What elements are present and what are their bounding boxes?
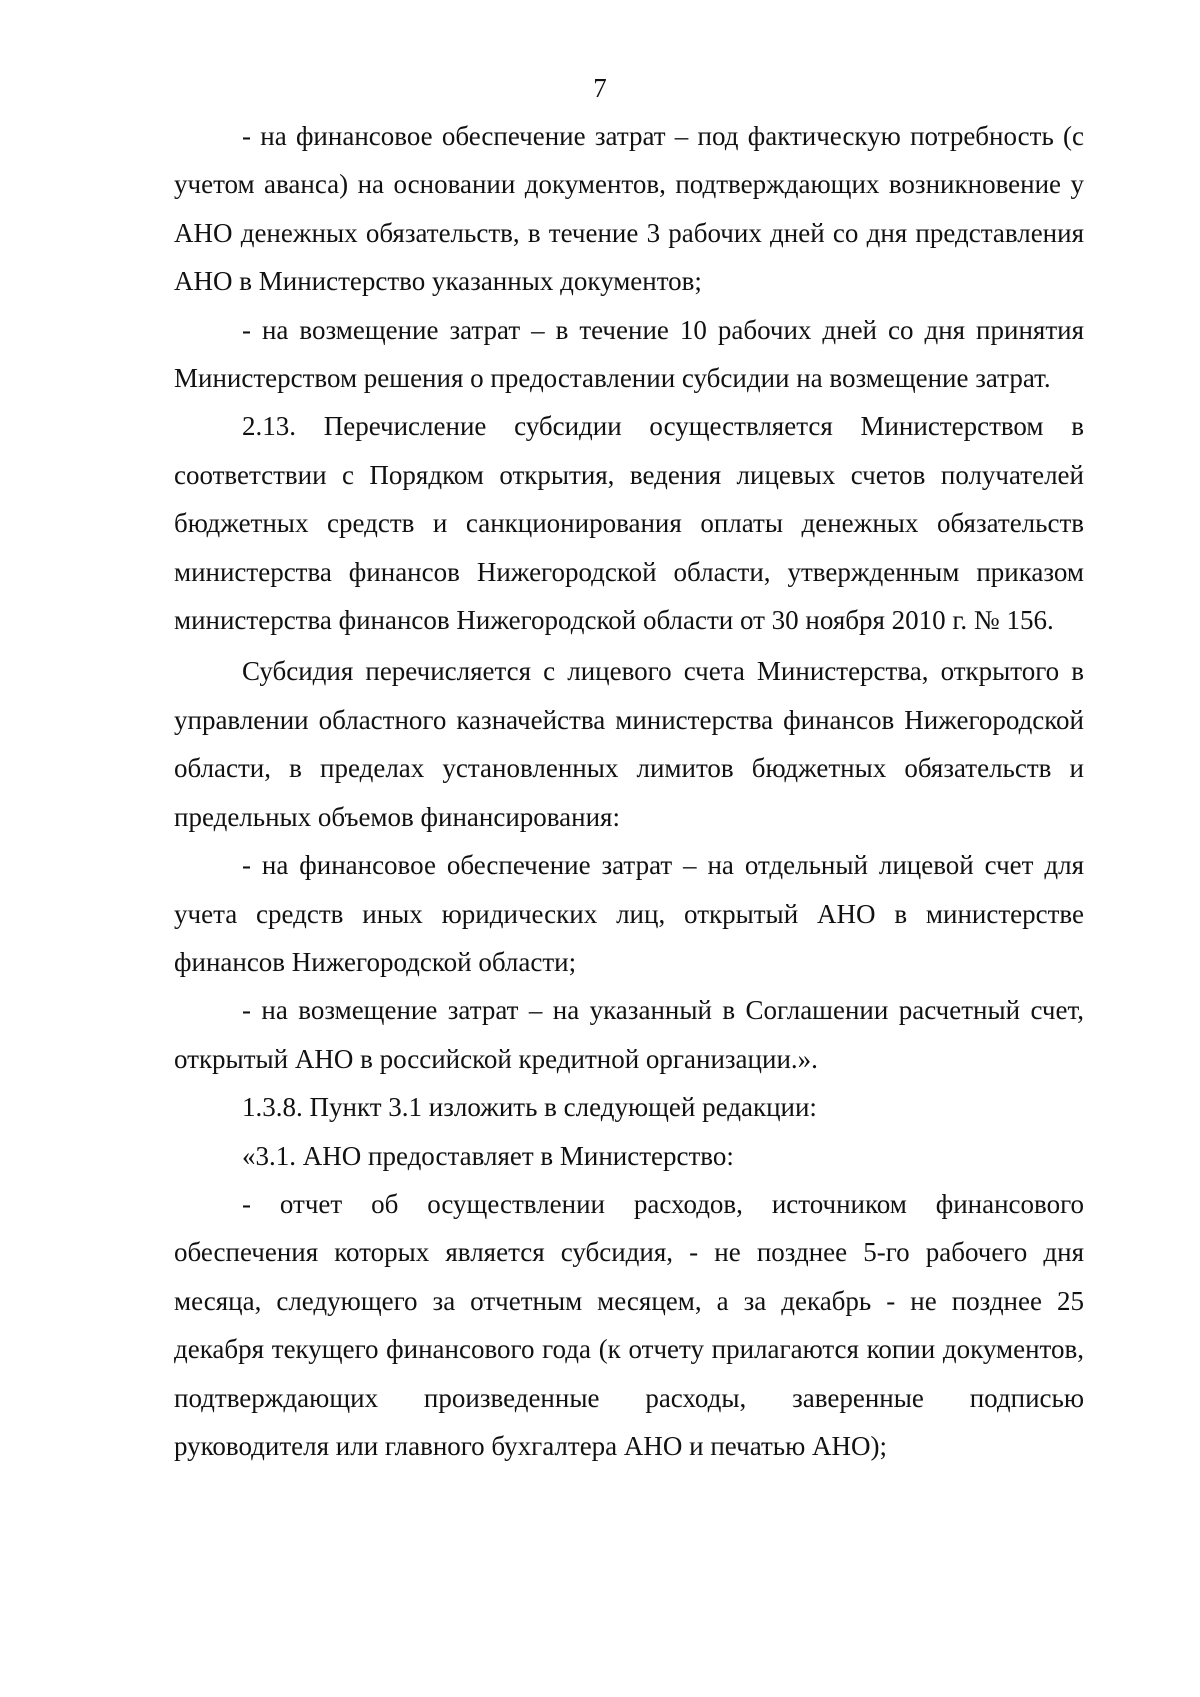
paragraph-2-13: 2.13. Перечисление субсидии осуществляется Министерством в соответствии с Порядком открытия, ведения лицевых счетов получателей бюджетных средств и санкционирования оплаты денежных обязательств министерства финансов Нижегородской области, утвержденным приказом министерства финансов Нижегородской области от 30 ноября 2010 г. № 156. bbox=[174, 411, 1084, 636]
paragraph-1-3-8: 1.3.8. Пункт 3.1 изложить в следующей редакции: bbox=[242, 1092, 817, 1123]
paragraph-3-1: «3.1. АНО предоставляет в Министерство: bbox=[242, 1140, 734, 1171]
paragraph-expense-report: - отчет об осуществлении расходов, источником финансового обеспечения которых является субсидия, - не позднее 5-го рабочего дня месяца, следующего за отчетным месяцем, а за декабрь - не позднее 25 декабря текущего финансового года (к отчету прилагаются копии документов, подтверждающих произведенные расходы, заверенные подписью руководителя или главного бухгалтера АНО и печатью АНО); bbox=[174, 1188, 1084, 1461]
document-body bbox=[174, 112, 1084, 1470]
paragraph-advance-payment: - на финансовое обеспечение затрат – под фактическую потребность (с учетом аванса) на основании документов, подтверждающих возникновение у АНО денежных обязательств, в течение 3 рабочих дней со дня представления АНО в Министерство указанных документов; bbox=[174, 121, 1084, 297]
paragraph-separate-account: - на финансовое обеспечение затрат – на отдельный лицевой счет для учета средств иных юридических лиц, открытый АНО в министерстве финансов Нижегородской области; bbox=[174, 850, 1084, 977]
paragraph-subsidy-transfer: Субсидия перечисляется с лицевого счета Министерства, открытого в управлении областного казначейства министерства финансов Нижегородской области, в пределах установленных лимитов бюджетных обязательств и предельных объемов финансирования: bbox=[174, 656, 1084, 832]
paragraph-settlement-account: - на возмещение затрат – на указанный в Соглашении расчетный счет, открытый АНО в российской кредитной организации.». bbox=[174, 995, 1084, 1074]
paragraph-reimbursement: - на возмещение затрат – в течение 10 рабочих дней со дня принятия Министерством решения о предоставлении субсидии на возмещение затрат. bbox=[174, 314, 1084, 394]
page-number: 7 bbox=[593, 73, 607, 103]
